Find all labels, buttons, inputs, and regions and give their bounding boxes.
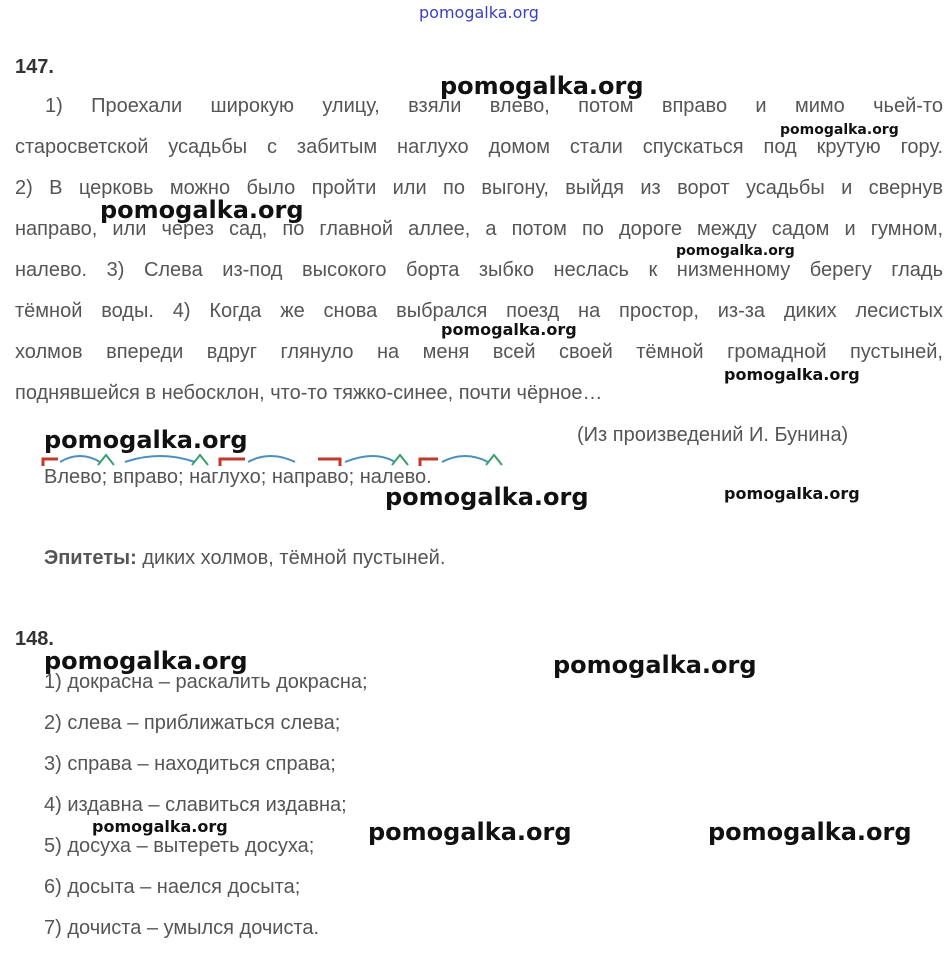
ex148-item-7: 7) дочиста – умылся дочиста. (44, 917, 320, 939)
watermark: pomogalka.org (708, 818, 912, 846)
epithets-line (44, 538, 445, 579)
ex147-line-8: поднявшейся в небосклон, что-то тяжко-синее, почти чёрное… (15, 382, 603, 404)
watermark: pomogalka.org (724, 365, 860, 384)
ex148-item-4: 4) издавна – славиться издавна; (44, 794, 347, 816)
ex148-item-2: 2) слева – приближаться слева; (44, 712, 341, 734)
ex148-item-1: 1) докрасна – раскалить докрасна; (44, 671, 368, 693)
exercise-147-number: 147. (15, 56, 54, 78)
ex148-item-5: 5) досуха – вытереть досуха; (44, 835, 315, 857)
epithets-text: диких холмов, тёмной пустыней. (136, 547, 446, 569)
watermark: pomogalka.org (676, 243, 795, 259)
watermark: pomogalka.org (44, 426, 248, 454)
adverbs-list: Влево; вправо; наглухо; направо; налево. (44, 466, 432, 488)
source-citation: (Из произведений И. Бунина) (577, 424, 849, 446)
ex147-line-2: старосветской усадьбы с забитым наглухо домом стали спускаться под крутую гору. (15, 136, 943, 158)
ex147-line-7: холмов впереди вдруг глянуло на меня всей своей тёмной громадной пустыней, (15, 341, 943, 363)
header-watermark: pomogalka.org (419, 3, 539, 22)
ex147-line-3: 2) В церковь можно было пройти или по выгону, выйдя из ворот усадьбы и свернув (15, 177, 943, 199)
watermark: pomogalka.org (440, 72, 644, 100)
watermark: pomogalka.org (553, 651, 757, 679)
watermark: pomogalka.org (441, 320, 577, 339)
epithets-label: Эпитеты: (44, 547, 137, 569)
ex147-line-6: тёмной воды. 4) Когда же снова выбрался поезд на простор, из-за диких лесистых (15, 300, 943, 322)
watermark: pomogalka.org (368, 818, 572, 846)
watermark: pomogalka.org (92, 817, 228, 836)
morpheme-mark-5 (420, 455, 502, 466)
watermark: pomogalka.org (100, 196, 304, 224)
ex147-line-1: 1) Проехали широкую улицу, взяли влево, потом вправо и мимо чьей-то (45, 95, 943, 117)
ex147-line-5: налево. 3) Слева из-под высокого борта зыбко неслась к низменному берегу гладь (15, 259, 943, 281)
ex147-line-4: направо, или через сад, по главной аллее, а потом по дороге между садом и гумном, (15, 218, 943, 240)
watermark: pomogalka.org (385, 483, 589, 511)
ex148-item-3: 3) справа – находиться справа; (44, 753, 336, 775)
watermark: pomogalka.org (780, 122, 899, 138)
watermark: pomogalka.org (44, 647, 248, 675)
watermark: pomogalka.org (724, 484, 860, 503)
exercise-148-number: 148. (15, 628, 54, 650)
ex148-item-6: 6) досыта – наелся досыта; (44, 876, 301, 898)
